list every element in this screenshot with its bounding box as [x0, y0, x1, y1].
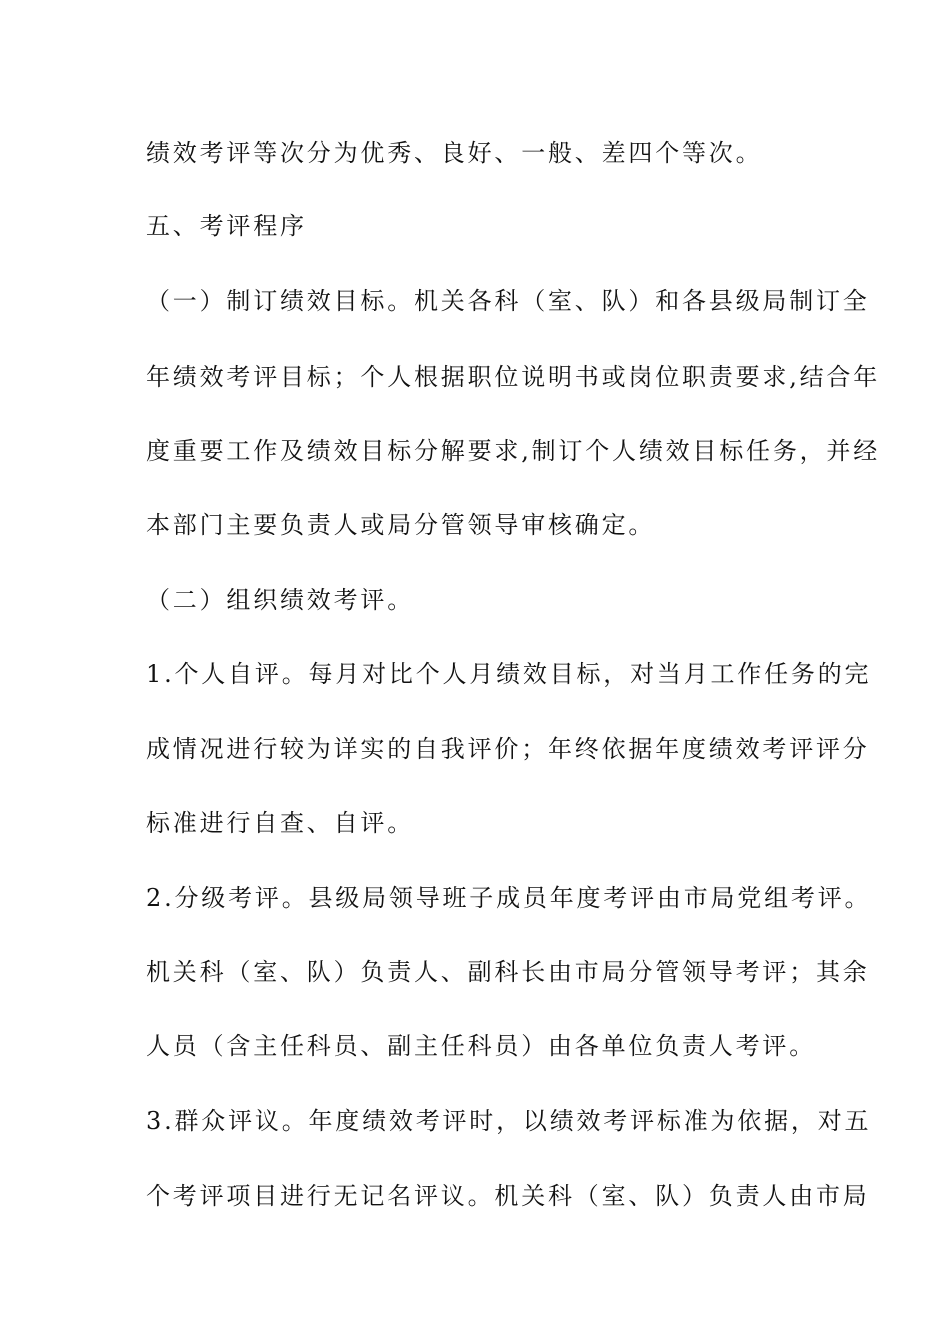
text-line-1: 绩效考评等次分为优秀、良好、一般、差四个等次。	[146, 139, 763, 167]
text-line-9: 成情况进行较为详实的自我评价；年终依据年度绩效考评评分	[146, 735, 870, 763]
subsection-heading-2: （二）组织绩效考评。	[146, 586, 414, 614]
text-line-8: 1.个人自评。每月对比个人月绩效目标，对当月工作任务的完	[146, 660, 872, 688]
text-line-5: 度重要工作及绩效目标分解要求,制订个人绩效目标任务，并经	[146, 437, 881, 465]
text-line-12: 机关科（室、队）负责人、副科长由市局分管领导考评；其余	[146, 958, 870, 986]
text-line-11: 2.分级考评。县级局领导班子成员年度考评由市局党组考评。	[146, 884, 872, 912]
text-line-4: 年绩效考评目标；个人根据职位说明书或岗位职责要求,结合年	[146, 363, 881, 391]
text-line-3: （一）制订绩效目标。机关各科（室、队）和各县级局制订全	[146, 287, 870, 315]
text-line-6: 本部门主要负责人或局分管领导审核确定。	[146, 511, 656, 539]
section-heading-5: 五、考评程序	[146, 212, 307, 240]
text-line-13: 人员（含主任科员、副主任科员）由各单位负责人考评。	[146, 1032, 816, 1060]
text-line-15: 个考评项目进行无记名评议。机关科（室、队）负责人由市局	[146, 1182, 870, 1210]
text-line-10: 标准进行自查、自评。	[146, 809, 414, 837]
text-line-14: 3.群众评议。年度绩效考评时，以绩效考评标准为依据，对五	[146, 1107, 872, 1135]
